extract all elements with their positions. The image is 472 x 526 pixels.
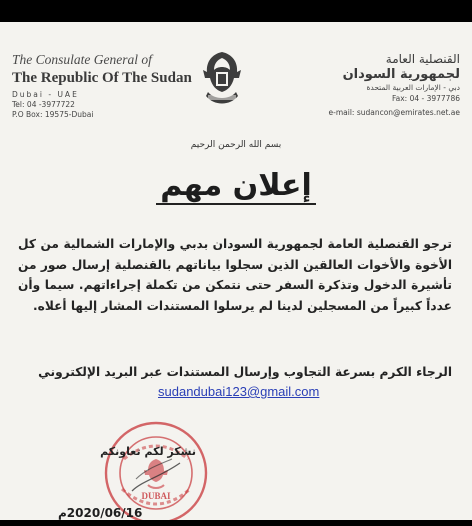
city-en: Dubai - UAE	[12, 90, 79, 99]
english-letterhead	[12, 52, 192, 120]
telephone: Tel: 04 -3977722	[12, 100, 75, 109]
consulate-name-ar: القنصلية العامة	[385, 52, 460, 66]
stamp-city-label: DUBAI	[141, 491, 171, 501]
sudan-emblem-icon	[198, 48, 246, 108]
letter-page	[0, 22, 472, 520]
thanks-note: نشكر لكم تعاونكم	[100, 445, 196, 458]
fax: Fax: 04 - 3977786	[392, 94, 460, 103]
basmala: بسم الله الرحمن الرحيم	[190, 140, 282, 150]
response-request: الرجاء الكرم بسرعة التجاوب وإرسال المستندات عبر البريد الإلكتروني	[38, 365, 452, 379]
contact-email-link[interactable]: sudandubai123@gmail.com	[158, 384, 320, 399]
announcement-body: ترجو القنصلية العامة لجمهورية السودان بدبي والإمارات الشمالية من كل الأخوة والأخوات العالقين الذين سجلوا بياناتهم بالقنصلية إرسال صور من تأشيرة الدخول وتذكرة السفر حتى نتمكن من تكملة إجراءاتهم. سيما وأن عدداً كبيراً من المسجلين لدينا لم يرسلوا المستندات المشار إليها أعلاه.	[18, 237, 452, 313]
arabic-letterhead	[343, 52, 460, 104]
republic-name-en: The Republic Of The Sudan	[12, 70, 192, 86]
consulate-name-en: The Consulate General of	[12, 52, 152, 67]
republic-name-ar: لجمهورية السودان	[342, 67, 460, 82]
title-text: إعلان مهم	[156, 168, 316, 205]
po-box: P.O Box: 19575-Dubai	[12, 110, 94, 119]
announcement-title	[0, 168, 472, 205]
consulate-email: e-mail: sudancon@emirates.net.ae	[328, 108, 460, 117]
document-date: 2020/06/16م	[58, 506, 143, 520]
consulate-stamp-icon	[102, 419, 210, 520]
city-ar: دبي - الإمارات العربية المتحدة	[366, 83, 460, 92]
